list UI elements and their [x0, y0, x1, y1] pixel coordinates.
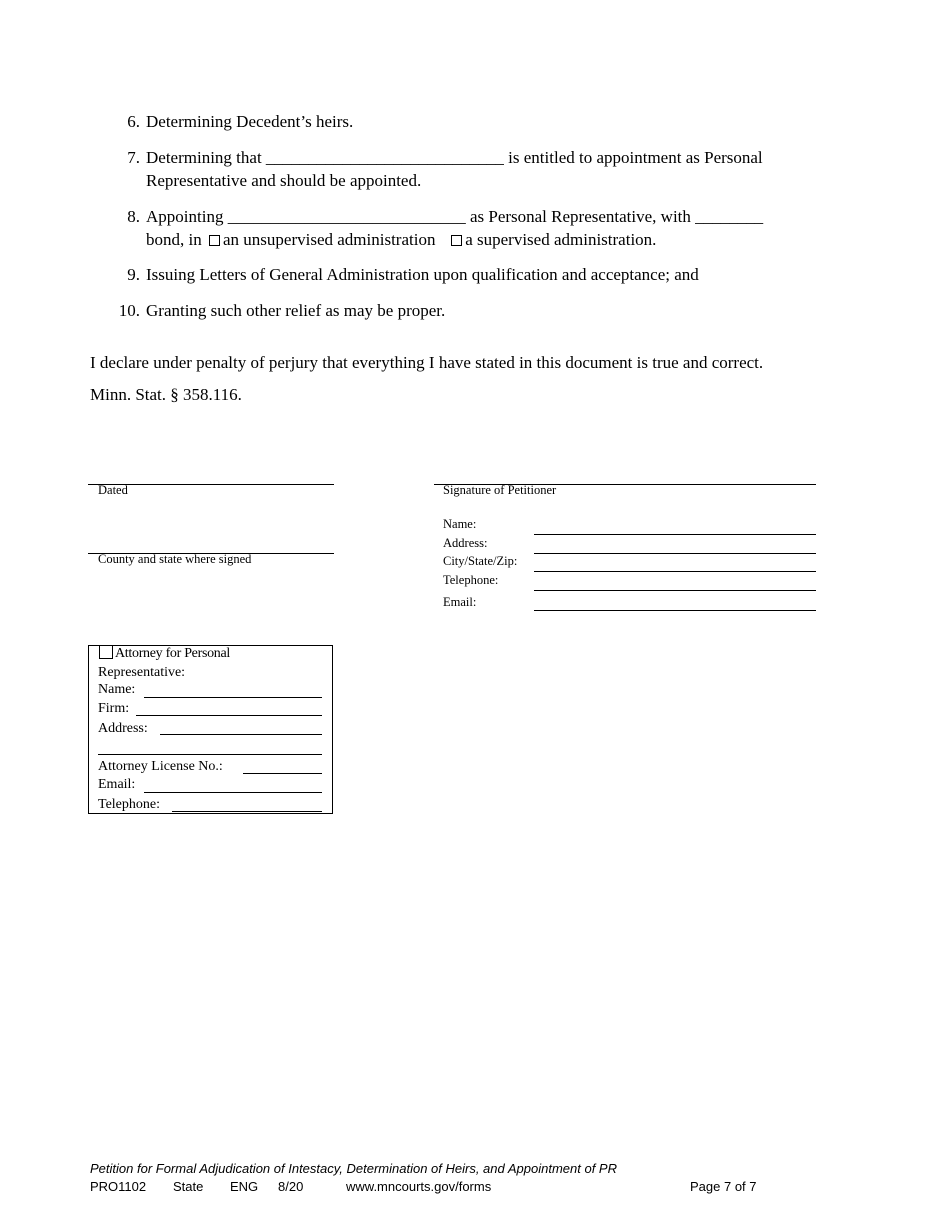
attorney-name-field[interactable] [144, 697, 322, 698]
attorney-name-label: Name: [98, 682, 136, 697]
item-text-part: bond, in [146, 230, 202, 249]
item-number: 8. [127, 207, 140, 226]
attorney-email-label: Email: [98, 777, 136, 792]
attorney-email-field[interactable] [144, 792, 322, 793]
option-label: a supervised administration. [465, 230, 657, 249]
address-field[interactable] [534, 553, 816, 554]
address-label: Address: [443, 536, 488, 550]
statute: Minn. Stat. § 358.116. [90, 385, 242, 404]
item-text-part: Determining that [146, 148, 262, 167]
supervised-checkbox[interactable] [451, 235, 462, 246]
email-label: Email: [443, 595, 477, 609]
attorney-checkbox-label: Attorney for Personal [115, 646, 231, 661]
footer-lang: ENG [230, 1179, 259, 1194]
attorney-box [88, 645, 333, 814]
signature-label: Signature of Petitioner [443, 483, 557, 497]
item-number: 7. [127, 148, 140, 167]
attorney-firm-field[interactable] [136, 715, 322, 716]
item-text: Determining Decedent’s heirs. [146, 112, 354, 131]
item-number: 9. [127, 265, 140, 284]
unsupervised-checkbox[interactable] [209, 235, 220, 246]
attorney-telephone-field[interactable] [172, 811, 322, 812]
option-label: an unsupervised administration [222, 230, 436, 249]
item-number: 10. [118, 301, 140, 320]
footer-title: Petition for Formal Adjudication of Intestacy, Determination of Heirs, and Appointment of PR [90, 1161, 617, 1176]
attorney-firm-label: Firm: [98, 701, 130, 716]
blank-line: ____________________________ [227, 207, 466, 226]
attorney-checkbox-row [99, 645, 230, 662]
footer-date: 8/20 [278, 1179, 304, 1194]
email-field[interactable] [534, 610, 816, 611]
name-field[interactable] [534, 534, 816, 535]
blank-line: ________ [695, 207, 764, 226]
footer-code: PRO1102 [90, 1179, 147, 1194]
item-text [146, 205, 846, 251]
city-state-zip-label: City/State/Zip: [443, 554, 518, 568]
footer-page: Page 7 of 7 [690, 1179, 757, 1194]
declaration: I declare under penalty of perjury that everything I have stated in this document is true and correct. [90, 353, 764, 372]
item-text-part: is entitled to appointment as Personal [508, 148, 763, 167]
attorney-checkbox[interactable] [99, 645, 113, 659]
telephone-field[interactable] [534, 590, 816, 591]
dated-label: Dated [98, 483, 128, 497]
name-label: Name: [443, 517, 477, 531]
attorney-telephone-label: Telephone: [98, 797, 160, 812]
item-text-part: Representative and should be appointed. [146, 171, 422, 190]
item-text [146, 146, 846, 192]
attorney-license-field[interactable] [243, 773, 322, 774]
item-text: Granting such other relief as may be proper. [146, 301, 446, 320]
item-text: Issuing Letters of General Administration upon qualification and acceptance; and [146, 265, 699, 284]
footer-url[interactable]: www.mncourts.gov/forms [346, 1179, 492, 1194]
footer-state: State [173, 1179, 204, 1194]
attorney-address-field-2[interactable] [98, 754, 322, 755]
county-label: County and state where signed [98, 552, 252, 566]
telephone-label: Telephone: [443, 573, 499, 587]
city-state-zip-field[interactable] [534, 571, 816, 572]
blank-line: ____________________________ [265, 148, 504, 167]
item-number: 6. [127, 112, 140, 131]
attorney-license-label: Attorney License No.: [98, 759, 223, 774]
attorney-label-cont: Representative: [98, 665, 186, 680]
attorney-address-field[interactable] [160, 734, 322, 735]
attorney-address-label: Address: [98, 721, 148, 736]
item-text-part: Appointing [146, 207, 224, 226]
item-text-part: as Personal Representative, with [469, 207, 691, 226]
